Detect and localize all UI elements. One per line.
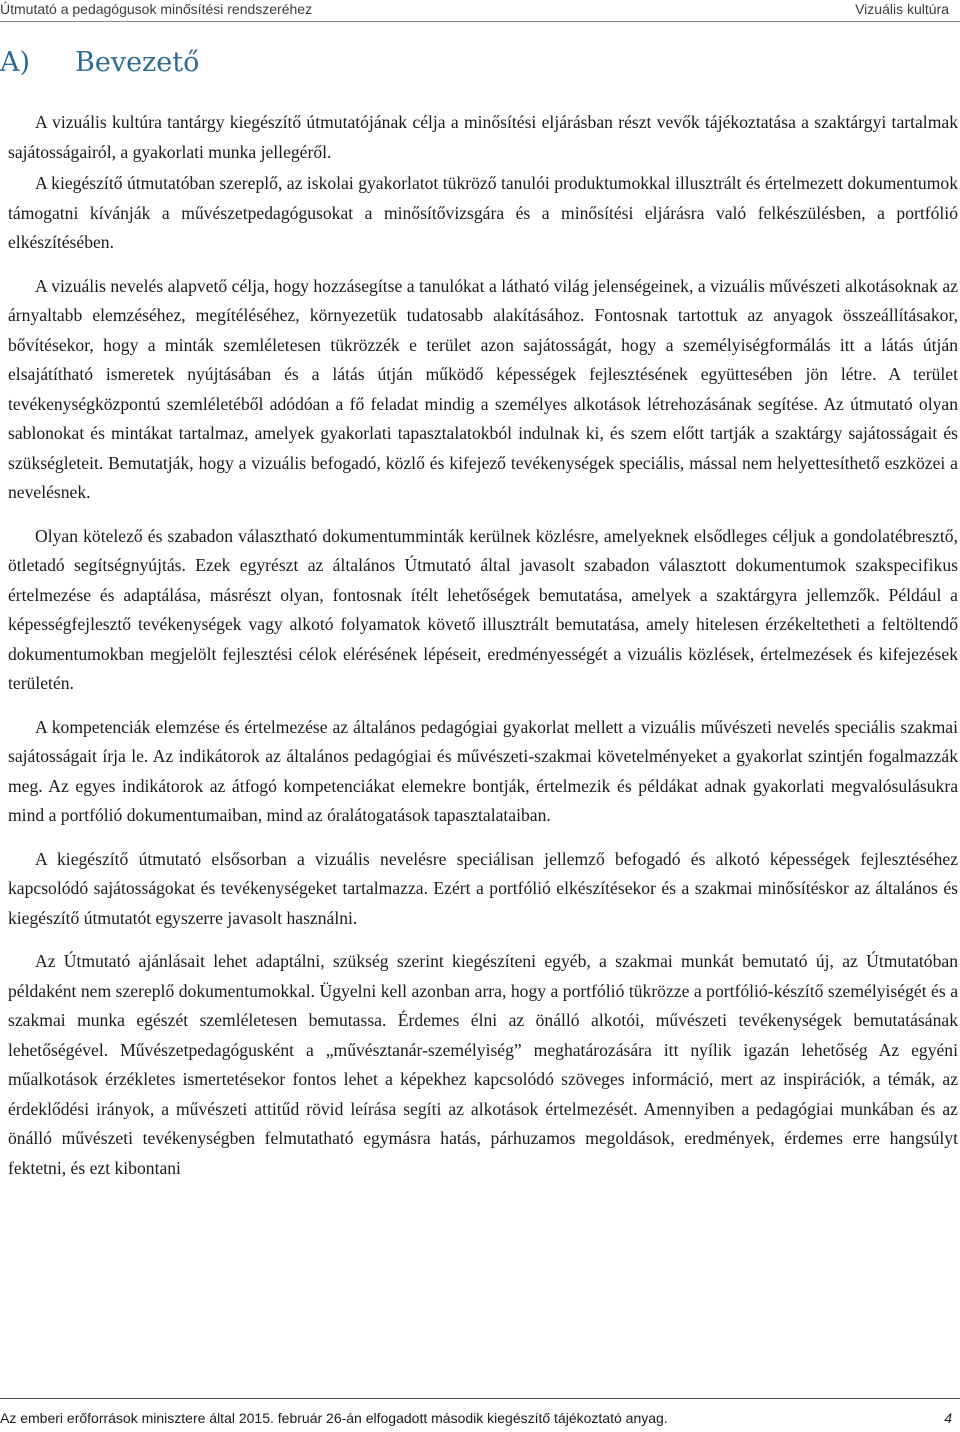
body-text (8, 108, 958, 1197)
paragraph: A vizuális nevelés alapvető célja, hogy hozzásegítse a tanulókat a látható világ jelenségeinek, a vizuális művészeti alkotásoknak az árnyaltabb elemzéséhez, megítéléséhez, környezetük tudatosabb alakításához. Fontosnak tartottuk az anyagok összeállításakor, bővítésekor, hogy a minták szemléletesen tükrözzék e terület azon sajátosságát, hogy a személyiségformálás itt a látás útján elsajátítható ismeretek nyújtásában és a látás útján működő képességek fejlesztésének együttesében jön létre. A terület tevékenységközpontú szemléletéből adódóan a fő feladat mindig a személyes alkotások létrehozásának segítése. Az útmutató olyan sablonokat és mintákat tartalmaz, amelyek gyakorlati tapasztalatokból indulnak ki, és szem előtt tartják a szaktárgy sajátosságait és szükségleteit. Bemutatják, hogy a vizuális befogadó, közlő és kifejező tevékenységek speciális, mással nem helyettesíthető eszközei a nevelésnek. (8, 275, 958, 502)
section-heading (0, 47, 199, 78)
header-document-title: Útmutató a pedagógusok minősítési rendszeréhez (0, 1, 313, 17)
paragraph: A kiegészítő útmutatóban szereplő, az iskolai gyakorlatot tükröző tanulói produktumokkal illusztrált és értelmezett dokumentumok támogatni kívánják a művészetpedagógusokat a minősítővizsgára és a minősítési eljárásra való felkészülésben, a portfólió elkészítésében. (8, 173, 958, 252)
paragraph: A kompetenciák elemzése és értelmezése az általános pedagógiai gyakorlat mellett a vizuális művészeti nevelés speciális szakmai sajátosságait írja le. Az indikátorok az általános pedagógiai és művészeti-szakmai követelményeket a gyakorlat szintjén fogalmazzák meg. Az egyes indikátorok az átfogó kompetenciákat elemekre bontják, értelmezik és példákat adnak gyakorlati megvalósulásukra mind a portfólió dokumentumaiban, mind az óralátogatások tapasztalataiban. (8, 716, 958, 825)
header-subject: Vizuális kultúra (855, 1, 949, 17)
paragraph: Az Útmutató ajánlásait lehet adaptálni, szükség szerint kiegészíteni egyéb, a szakmai munkát bemutató új, az Útmutatóban példaként nem szereplő dokumentumokkal. Ügyelni kell azonban arra, hogy a portfólió tükrözze a portfólió-készítő személyiségét és a szakmai munka egészét szemléletesen bemutassa. Érdemes élni az önálló alkotói, művészeti tevékenységek bemutatásának lehetőségével. Művészetpedagógusként a „művésztanár-személyiség” meghatározására itt nyílik igazán lehetőség Az egyéni műalkotások érzékletes ismertetésekor fontos lehet a képekhez kapcsolódó szöveges információ, mert az inspirációk, a témák, az érdeklődési irányok, a művészeti attitűd rövid leírása segíti az alkotások értelmezését. Amennyiben a pedagógiai munkában és az önálló művészeti tevékenységben felmutatható egymásra hatás, párhuzamos megoldások, eredmények, érdemes erre hangsúlyt fektetni, és ezt kibontani (8, 951, 958, 1178)
paragraph: Olyan kötelező és szabadon választható dokumentumminták kerülnek közlésre, amelyeknek elsődleges céljuk a gondolatébresztő, ötletadó segítségnyújtás. Ezek egyrészt az általános Útmutató által javasolt szabadon választott dokumentumok szakspecifikus értelmezése és adaptálása, másrészt olyan, fontosnak ítélt lehetőségek bemutatása, amelyek a szaktárgyra jellemzők. Például a képességfejlesztő tevékenységek vagy alkotó folyamatok követő illusztrált bemutatása, amely hitelesen érzékeltetheti a feltöltendő dokumentumokban megjelölt fejlesztési célok elérésének lépéseit, eredményességét a vizuális közlések, értelmezések és kifejezések területén. (8, 525, 958, 693)
header-divider (0, 21, 960, 22)
footer-divider (0, 1398, 960, 1399)
page-footer (0, 1398, 960, 1432)
section-letter: A) (0, 47, 31, 78)
page-header (0, 0, 960, 22)
page-number: 4 (944, 1410, 952, 1426)
footer-note: Az emberi erőforrások minisztere által 2015. február 26-án elfogadott második kiegészítő tájékoztató anyag. (0, 1410, 668, 1426)
paragraph: A vizuális kultúra tantárgy kiegészítő útmutatójának célja a minősítési eljárásban részt vevők tájékoztatása a szaktárgyi tartalmak sajátosságairól, a gyakorlati munka jellegéről. (8, 112, 958, 162)
paragraph: A kiegészítő útmutató elsősorban a vizuális nevelésre speciálisan jellemző befogadó és alkotó képességek fejlesztéséhez kapcsolódó sajátosságokat és tevékenységeket tartalmazza. Ezért a portfólió elkészítésekor és a szakmai minősítéskor az általános és kiegészítő útmutatót egyszerre javasolt használni. (8, 848, 958, 928)
section-title: Bevezető (75, 47, 200, 78)
